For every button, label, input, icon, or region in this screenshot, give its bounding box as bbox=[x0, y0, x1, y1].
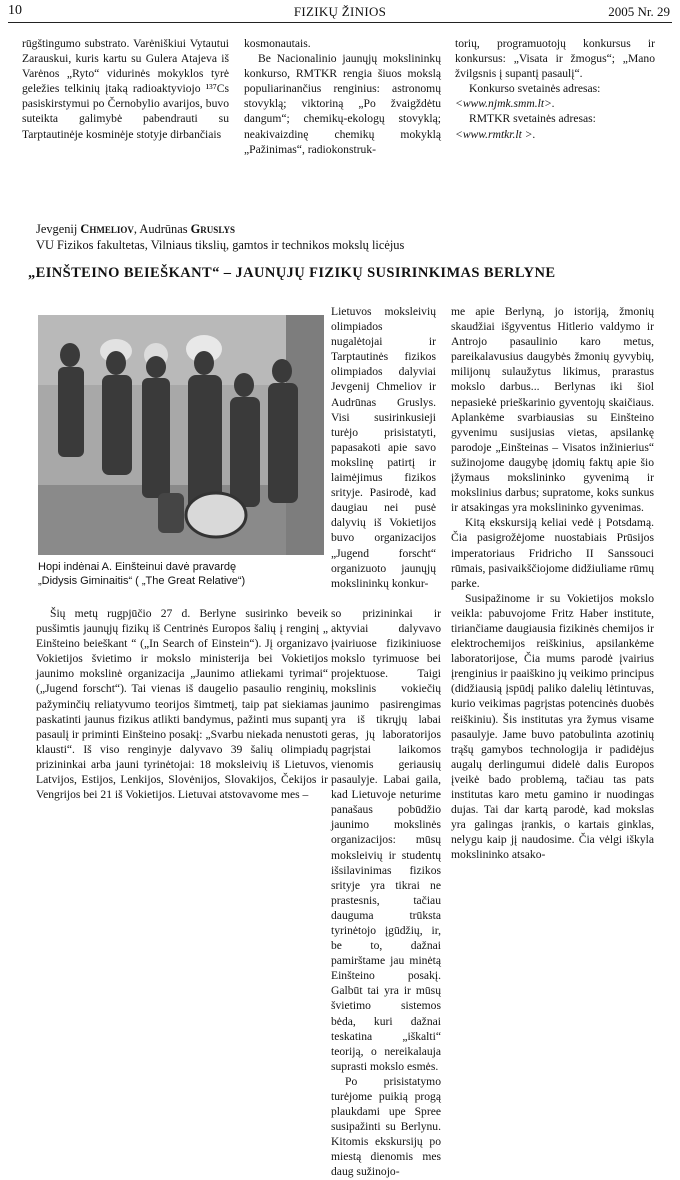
paragraph: Po prisistatymo turėjome puikią progą plaukdami upe Spree susipažinti su Berlynu. Kitomis ekskursijų po miestą dienomis mes daug sužinojo- bbox=[331, 1074, 441, 1179]
author1-last-name: Chmeliov bbox=[80, 222, 134, 236]
article-column-3 bbox=[451, 304, 654, 862]
article-authors bbox=[36, 221, 656, 253]
paragraph: so prizininkai ir aktyviai dalyvavo įvairiuose fizikiniuose mokslo tyrimuose bei projektuose. Taigi mokslinis vokiečių jaunimo pasirengimas yra iš tikrųjų labai geras, jų laboratorijos pagrįstai laikomos vienomis geriausių pasaulyje. Labai gaila, kad Lietuvoje neturime panašaus pobūdžio jaunimo mokslinės organizacijos: mūsų moksleivių ir studentų išsilavinimas fizikos srityje yra tikrai ne prastesnis, tačiau dauguma trūksta tyrinėtojo įgūdžių, ir, be to, dažnai pamirštame jau minėtą Einšteino posakį. Galbūt tai yra ir mūsų švietimo sistemos bėda, kuri dažnai teskatina „iškalti“ teoriją, o nereikalauja suprasti mokslo esmės. bbox=[331, 607, 441, 1073]
author-affiliation: VU Fizikos fakultetas, Vilniaus tikslių, gamtos ir technikos mokslų licėjus bbox=[36, 238, 405, 252]
paragraph: kosmonautais. bbox=[244, 37, 311, 50]
paragraph: RMTKR svetainės adresas: bbox=[469, 112, 596, 126]
paragraph: Konkurso svetainės adresas: bbox=[469, 82, 601, 96]
caption-line: „Didysis Giminaitis“ ( „The Great Relative“) bbox=[38, 575, 246, 587]
paragraph: rūgštingumo substrato. Varėniškiui Vytautui Zarauskui, kuris kartu su Gulera Atajeva iš Varėnos „Ryto“ vidurinės mokyklos tyrė geležies telkinių įtaką radioaktyviojo ¹³⁷Cs pasiskirstymui po Černobylio avarijos, buvo suteikta galimybė pabendrauti su Tarptautinėje kosminėje stotyje dirbančiais bbox=[22, 37, 229, 141]
website-link-njmk[interactable]: <www.njmk.smm.lt>. bbox=[455, 97, 555, 111]
paragraph: me apie Berlyną, jo istoriją, žmonių skaudžiai išgyventus Hitlerio valdymo ir Antrojo pasaulinio karo metus, pareikalavusius daugybės žmonių gyvybių, milijonų sulaužytus likimus, prarastus mokslo darbus... Berlynas iki šiol nepasiekė prieškarinio gyventojų skaičiaus. Aplankėme svarbiausias su Einšteino gyvenimu susijusias vietas, apsilankę parodoje „Einšteinas – Visatos inžinierius“ sužinojome daugybę įdomių faktų apie šio įžymaus mokslininko gyvenimą ir mokslinius darbus; supratome, koks sunkus ir atsakingas yra mokslininko gyvenimas. bbox=[451, 305, 654, 515]
page-number: 10 bbox=[8, 3, 22, 18]
journal-title: FIZIKŲ ŽINIOS bbox=[293, 4, 387, 19]
paragraph: Kitą ekskursiją keliai vedė į Potsdamą. Čia pasigrožėjome nuostabiais Prūsijos imperatoriaus Fridricho II Sanssouci rūmais, pasivaikščiojome didžiuliame rūmų parke. bbox=[451, 516, 654, 590]
paragraph: Šių metų rugpjūčio 27 d. Berlyne susirinko beveik pusšimtis jaunųjų fizikų iš Centrinės Europos šalių į renginį „ Einšteino beieškant “ („In Search of Einstein“). Jį organizavo Vokietijos švietimo ir mokslo ministerija bei Vokietijos jaunimo mokslinė organizacija „Jaunimo atliekami tyrimai“ („Jugend forscht“). Tai vienas iš daugelio pasaulio renginių, pažyminčių reliatyvumo teorijos šimtmetį, taip pat siekiamas paskatinti jaunus fizikus atlikti bandymus, pažinti mus supantį pasaulį ir priminti Einšteino posakį: „Svarbu niekada nenustoti klausti“. Iš viso renginyje dalyvavo 39 šalių olimpiadų prizininkai arba jauni tyrinėtojai: 18 moksleivių iš Lietuvos, Latvijos, Estijos, Lenkijos, Slovėnijos, Slovakijos, Čekijos ir Vengrijos bei 21 iš Vokietijos. Lietuvai atstovavome mes – bbox=[36, 607, 328, 802]
author1-first-name: Jevgenij bbox=[36, 222, 78, 236]
top-column-3 bbox=[455, 36, 655, 142]
article-headline: „EINŠTEINO BEIEŠKANT“ – JAUNŲJŲ FIZIKŲ SUSIRINKIMAS BERLYNE bbox=[28, 265, 556, 281]
paragraph: torių, programuotojų konkursus ir konkursus: „Visata ir žmogus“; „Mano žvilgsnis į supantį pasaulį“. bbox=[455, 37, 655, 81]
article-column-1 bbox=[36, 606, 328, 802]
photo-caption bbox=[38, 560, 328, 588]
photo-illustration bbox=[38, 315, 324, 555]
author2-first-name: Audrūnas bbox=[139, 222, 188, 236]
paragraph: Susipažinome ir su Vokietijos mokslo veikla: pabuvojome Fritz Haber institute, tiriančiame daugiausia fizikinės chemijos ir elektrochemijos reiškinius, apsilankėme laboratorijose, Čia mums parodė įvairius įrenginius ir paaiškino jų veikimo principus (didžiausią įspūdį paliko dalelių lėtintuvas, kurio veikimas pagrįstas potencinės duobės reiškiniu). Šis institutas yra žymus visame pasaulyje. Jame buvo patobulinta azotinių trąšų gamybos technologija ir padidėjus augalų derlingumui didelė dalis Europos įveikė bado problemą, tačiau tas pats institutas karo metu gamino ir nuodingas dujas. Tai dar kartą parodė, kad mokslas yra galingas įrankis, o kartais ginklas, nelygu kaip jį naudosime. Čia vėlgi iškyla mokslininko atsako- bbox=[451, 591, 654, 862]
paragraph: Be Nacionalinio jaunųjų mokslininkų konkurso, RMTKR rengia šiuos mokslą populiarinančius renginius: astronomų stovyklą; viktoriną „Po žvaigždėtu dangum“; chemikų-ekologų stovyklą; neakivaizdinę chemikų mokyklą „Pažinimas“, radiokonstruk- bbox=[244, 52, 441, 156]
paragraph: Lietuvos moksleivių olimpiados nugalėtojai ir Tarptautinės fizikos olimpiados dalyviai Jevgenij Chmeliov ir Audrūnas Gruslys. Visi susirinkusieji turėjo prisistatyti, papasakoti apie savo mokslinę patirtį ir laimėjimus fizikos srityje. Pasirodė, kad daugiau nei pusė dalyvių iš Vokietijos buvo organizacijos „Jugend forscht“ organizuoto jaunųjų mokslininkų konkur- bbox=[331, 305, 436, 590]
top-column-2 bbox=[244, 36, 441, 157]
website-link-rmtkr[interactable]: <www.rmtkr.lt >. bbox=[455, 127, 536, 141]
author-line: Jevgenij Chmeliov, Audrūnas Gruslys bbox=[36, 222, 235, 236]
article-photo bbox=[38, 315, 324, 555]
top-column-1 bbox=[22, 36, 229, 142]
article-column-2-upper bbox=[331, 304, 436, 591]
caption-line: Hopi indėnai A. Einšteinui davė pravardę bbox=[38, 561, 237, 573]
issue-number: 2005 Nr. 29 bbox=[608, 4, 670, 19]
article-column-2-lower bbox=[331, 606, 441, 1180]
header-rule bbox=[8, 22, 672, 23]
author2-last-name: Gruslys bbox=[190, 222, 235, 236]
page-header bbox=[0, 0, 680, 24]
